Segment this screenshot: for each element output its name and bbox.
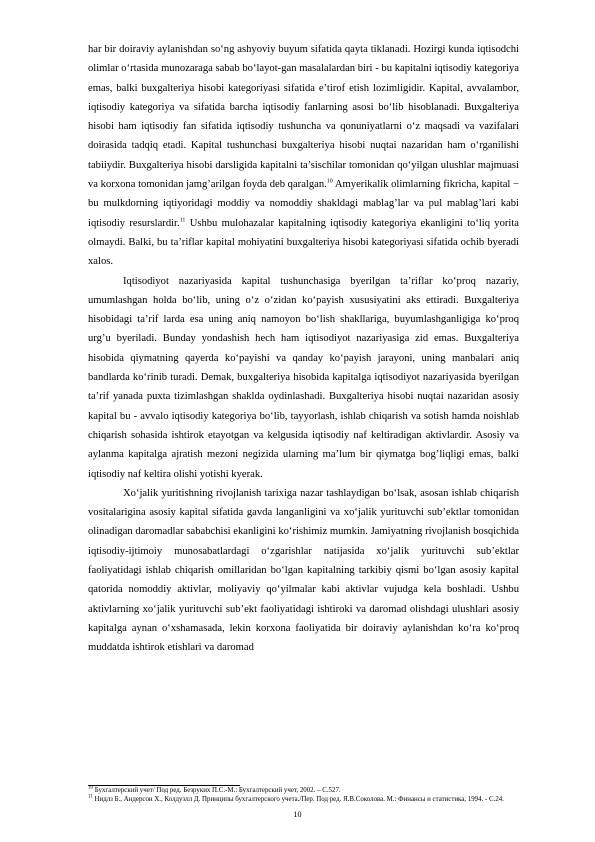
paragraph-2: Iqtisodiyot nazariyasida kapital tushunchasiga byerilgan ta’riflar ko‘proq nazariy, umumlashgan holda bo‘lib, uning o‘z o‘zidan ko‘payish xususiyatini aks ettiradi. Buxgalteriya hisobidagi ta’rif larda esa uning aniq namoyon bo‘lish shakllariga, buyumlashganligiga ko‘proq urg’u byeriladi. Bunday yondashish hech ham iqtisodiyot nazariyasiga zid emas. Buxgalteriya hisobida qiymatning qayerda ko‘payishi va qanday ko‘payish jarayoni, uning manbalari aniq bandlarda ko‘rinib turadi. Demak, buxgalteriya hisobida kapitalga iqtisodiyot nazariyasida byerilgan ta’rif yanada puxta tizimlashgan shaklda oydinlashadi. Buxgalteriya hisobi nuqtai nazaridan asosiy kapital bu - avvalo iqtisodiy kategoriya bo‘lib, tayyorlash, ishlab chiqarish va sotish hamda noishlab chiqarish sohasida ishtirok etayotgan va kelgusida iqtisodiy naf keltiradigan aktivlardir. Asosiy va aylanma kapitalga ajratish mezoni negizida ularning ma’lum bir qiymatga bog’liqligi emas, balki iqtisodiy naf keltira olishi yotishi kyerak. — [88, 275, 519, 480]
document-body — [88, 40, 519, 658]
footnote-ref-11[interactable]: 11 — [179, 217, 186, 224]
footnote-11 — [88, 796, 519, 805]
page-number: 10 — [293, 810, 302, 819]
footnote-text: Бухгалтерский учет/ Под ред. Безруких П.С.-М.: Бухгалтерский учет, 2002. – С.527. — [93, 787, 341, 794]
paragraph-1 — [88, 40, 519, 272]
paragraph-1-part-b: Amyerikalik olimlarning fikricha, kapital − bu mulkdorning iqtiyoridagi moddiy va nomoddiy shakldagi mablag’lar va pul mablag’lari kabi iqtisodiy resurslardir. — [88, 179, 519, 229]
footnote-mark: 11 — [88, 794, 93, 800]
footnotes — [88, 787, 519, 804]
paragraph-1-part-a: har bir doiraviy aylanishdan so‘ng ashyoviy buyum sifatida qayta tiklanadi. Hozirgi kunda iqtisodchi olimlar o‘rtasida munozaraga sabab bo‘layot-gan masalalardan biri - bu kapitalni iqtisodiy kategoriya emas, balki buxgalteriya hisobi kategoriyasi sifatida e’tirof etish lozimligidir. Kapital, avvalambor, iqtisodiy kategoriya va sifatida barcha iqtisodiy fanlarning asosi bo‘lib hisoblanadi. Buxgalteriya hisobi ham iqtisodiy fan sifatida iqtisodiy tushuncha va qonuniyatlarni o‘z maqsadi va vazifalari doirasida tadqiq etadi. Kapital tushunchasi buxgalteriya hisobi nuqtai nazaridan ham o‘rganilishi tabiiydir. Buxgalteriya hisobi darsligida kapitalni ta’sischilar tomonidan qo‘yilgan ulushlar majmuasi va korxona tomonidan jamg’arilgan foyda deb qaralgan. — [88, 44, 519, 191]
footnote-divider — [88, 785, 240, 786]
paragraph-1-part-c: Ushbu mulohazalar kapitalning iqtisodiy kategoriya ekanligini to‘liq yorita olmaydi. Balki, bu ta’riflar kapital mohiyatini buxgalteriya hisobi kategoriyasi sifatida ochib byeradi xalos. — [88, 217, 519, 268]
footnote-ref-10[interactable]: 10 — [326, 178, 333, 185]
paragraph-3: Xo‘jalik yuritishning rivojlanish tarixiga nazar tashlaydigan bo‘lsak, asosan ishlab chiqarish vositalarigina asosiy kapital sifatida gavda langanligini va xo‘jalik yurituvchi sub’ektlar tomonidan olinadigan daromadlar sababchisi ekanligini ko‘rishimiz mumkin. Jamiyatning rivojlanish bosqichida iqtisodiy-ijtimoiy munosabatlardagi o‘zgarishlar natijasida xo‘jalik yurituvchi sub’ektlar faoliyatidagi ishlab chiqarish omillaridan bo‘lgan kapitalning tarkibiy qismi bo‘lgan asosiy kapital qatorida nomoddiy aktivlar, moliyaviy qo‘yilmalar kabi aktivlar vujudga kela boshladi. Ushbu aktivlarning xo‘jalik yurituvchi sub’ekt faoliyatidagi ishtiroki va daromad olishdagi ulushlari asosiy kapitalga aynan o‘xshamasada, lekin korxona faoliyatida bir doiraviy aylanishdan ko‘ra ko‘proq muddatda ishtirok etishlari va daromad — [88, 487, 519, 654]
footnote-10 — [88, 787, 519, 796]
footnote-text: Нидлз Б., Андерсон Х., Колдуэлл Д. Принципы бухгалтерского учета./Пер. Под ред. Я.В.Соколова. М.: Финансы и статистика, 1994. - С.24. — [92, 795, 504, 803]
footnote-mark: 10 — [88, 785, 93, 791]
